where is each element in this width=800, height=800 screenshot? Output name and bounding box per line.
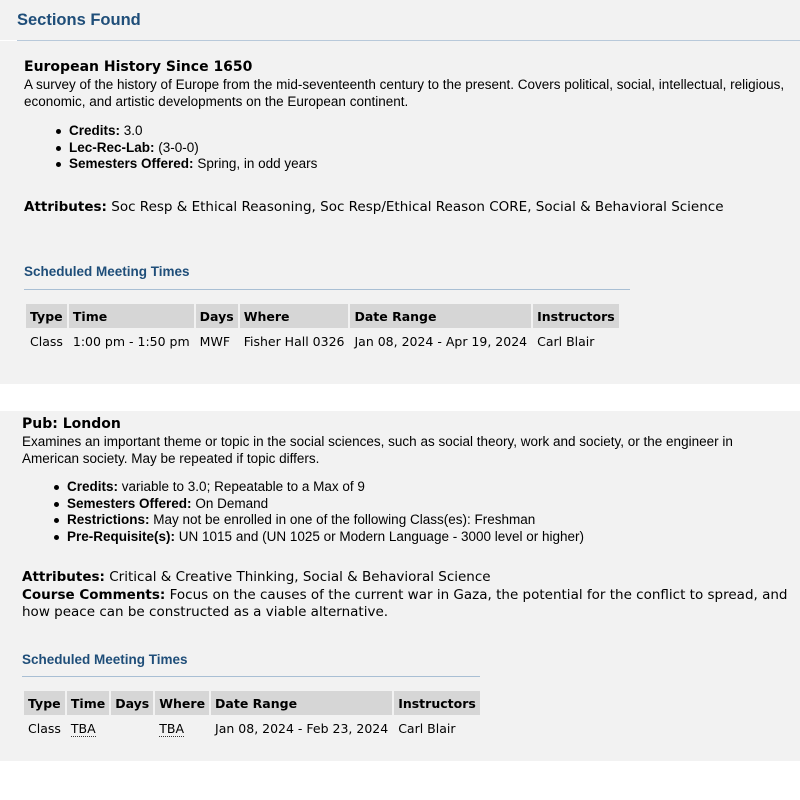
course-attributes bbox=[22, 569, 491, 586]
course-description: Examines an important theme or topic in the social sciences, such as social theory, work and society, or the engineer in American society. May be repeated if topic differs. bbox=[22, 434, 733, 466]
detail-prerequisites bbox=[52, 529, 584, 546]
cell-type: Class bbox=[28, 721, 61, 736]
detail-label: Restrictions: bbox=[67, 512, 150, 527]
course-description: A survey of the history of Europe from the mid-seventeenth century to the present. Covers political, social, intellectual, religious, economic, and artistic developments on the European continent. bbox=[24, 77, 785, 109]
col-where: Where bbox=[240, 304, 349, 328]
cell-days: MWF bbox=[199, 334, 231, 349]
col-instructors: Instructors bbox=[394, 691, 480, 715]
detail-label: Semesters Offered: bbox=[67, 495, 192, 511]
attributes-value: Soc Resp & Ethical Reasoning, Soc Resp/Ethical Reason CORE, Social & Behavioral Science bbox=[106, 199, 724, 215]
cell-where: Fisher Hall 0326 bbox=[243, 334, 345, 349]
col-instructors: Instructors bbox=[533, 304, 619, 328]
meeting-times-table bbox=[24, 302, 621, 355]
table-header-row bbox=[26, 304, 619, 328]
cell-instructors: Carl Blair bbox=[537, 334, 595, 349]
table-row bbox=[26, 330, 619, 353]
col-type: Type bbox=[24, 691, 65, 715]
cell-where bbox=[155, 717, 209, 740]
attributes-label: Attributes: bbox=[22, 569, 105, 585]
cell-type: Class bbox=[30, 334, 63, 349]
detail-credits bbox=[52, 479, 584, 496]
course-title: Pub: London bbox=[22, 416, 121, 432]
col-days: Days bbox=[196, 304, 238, 328]
detail-lec-rec-lab bbox=[54, 140, 317, 157]
page-title: Sections Found bbox=[17, 11, 141, 29]
course-attributes bbox=[24, 199, 724, 216]
meeting-times-heading: Scheduled Meeting Times bbox=[22, 652, 188, 667]
meeting-times-table bbox=[22, 689, 482, 742]
detail-value: 3.0 bbox=[120, 123, 143, 138]
detail-value: May not be enrolled in one of the following Class(es): Freshman bbox=[149, 512, 536, 527]
detail-credits bbox=[54, 123, 317, 140]
col-where: Where bbox=[155, 691, 209, 715]
col-date-range: Date Range bbox=[211, 691, 392, 715]
col-time: Time bbox=[69, 304, 194, 328]
col-type: Type bbox=[26, 304, 67, 328]
page-header bbox=[0, 0, 800, 40]
cell-date-range: Jan 08, 2024 - Apr 19, 2024 bbox=[354, 334, 528, 349]
course-section-pub-london bbox=[0, 411, 800, 761]
course-details-list bbox=[54, 123, 317, 173]
col-days: Days bbox=[111, 691, 153, 715]
course-section-european-history bbox=[0, 41, 800, 384]
attributes-label: Attributes: bbox=[24, 199, 107, 215]
col-date-range: Date Range bbox=[350, 304, 531, 328]
meeting-times-divider bbox=[24, 289, 630, 290]
cell-instructors: Carl Blair bbox=[398, 721, 456, 736]
table-header-row bbox=[24, 691, 480, 715]
course-title: European History Since 1650 bbox=[24, 59, 253, 75]
detail-label: Lec-Rec-Lab: bbox=[69, 139, 155, 155]
detail-value: (3-0-0) bbox=[154, 139, 199, 155]
col-time: Time bbox=[67, 691, 109, 715]
cell-date-range: Jan 08, 2024 - Feb 23, 2024 bbox=[215, 721, 389, 736]
detail-label: Pre-Requisite(s): bbox=[67, 528, 176, 544]
detail-restrictions bbox=[52, 512, 584, 529]
detail-semesters-offered bbox=[54, 156, 317, 173]
detail-semesters-offered bbox=[52, 496, 584, 513]
attributes-value: Critical & Creative Thinking, Social & Behavioral Science bbox=[104, 569, 491, 585]
course-comments bbox=[22, 587, 800, 621]
detail-label: Credits: bbox=[67, 479, 119, 494]
course-details-list bbox=[52, 479, 584, 545]
detail-value: variable to 3.0; Repeatable to a Max of 9 bbox=[118, 479, 365, 494]
detail-label: Credits: bbox=[69, 123, 121, 138]
comments-label: Course Comments: bbox=[22, 587, 166, 603]
tba-abbr: TBA bbox=[159, 721, 184, 736]
table-row bbox=[24, 717, 480, 740]
meeting-times-heading: Scheduled Meeting Times bbox=[24, 264, 190, 279]
tba-abbr: TBA bbox=[70, 721, 96, 736]
detail-value: UN 1015 and (UN 1025 or Modern Language - 3000 level or higher) bbox=[175, 528, 585, 544]
cell-time bbox=[67, 717, 109, 740]
comments-value: Focus on the causes of the current war in Gaza, the potential for the conflict to spread, and how peace can be constructed as a viable alternative. bbox=[22, 587, 788, 620]
meeting-times-divider bbox=[22, 676, 480, 677]
detail-value: On Demand bbox=[191, 495, 269, 511]
cell-days bbox=[111, 717, 153, 740]
detail-value: Spring, in odd years bbox=[193, 156, 318, 171]
detail-label: Semesters Offered: bbox=[69, 156, 194, 171]
cell-time: 1:00 pm - 1:50 pm bbox=[72, 334, 190, 349]
